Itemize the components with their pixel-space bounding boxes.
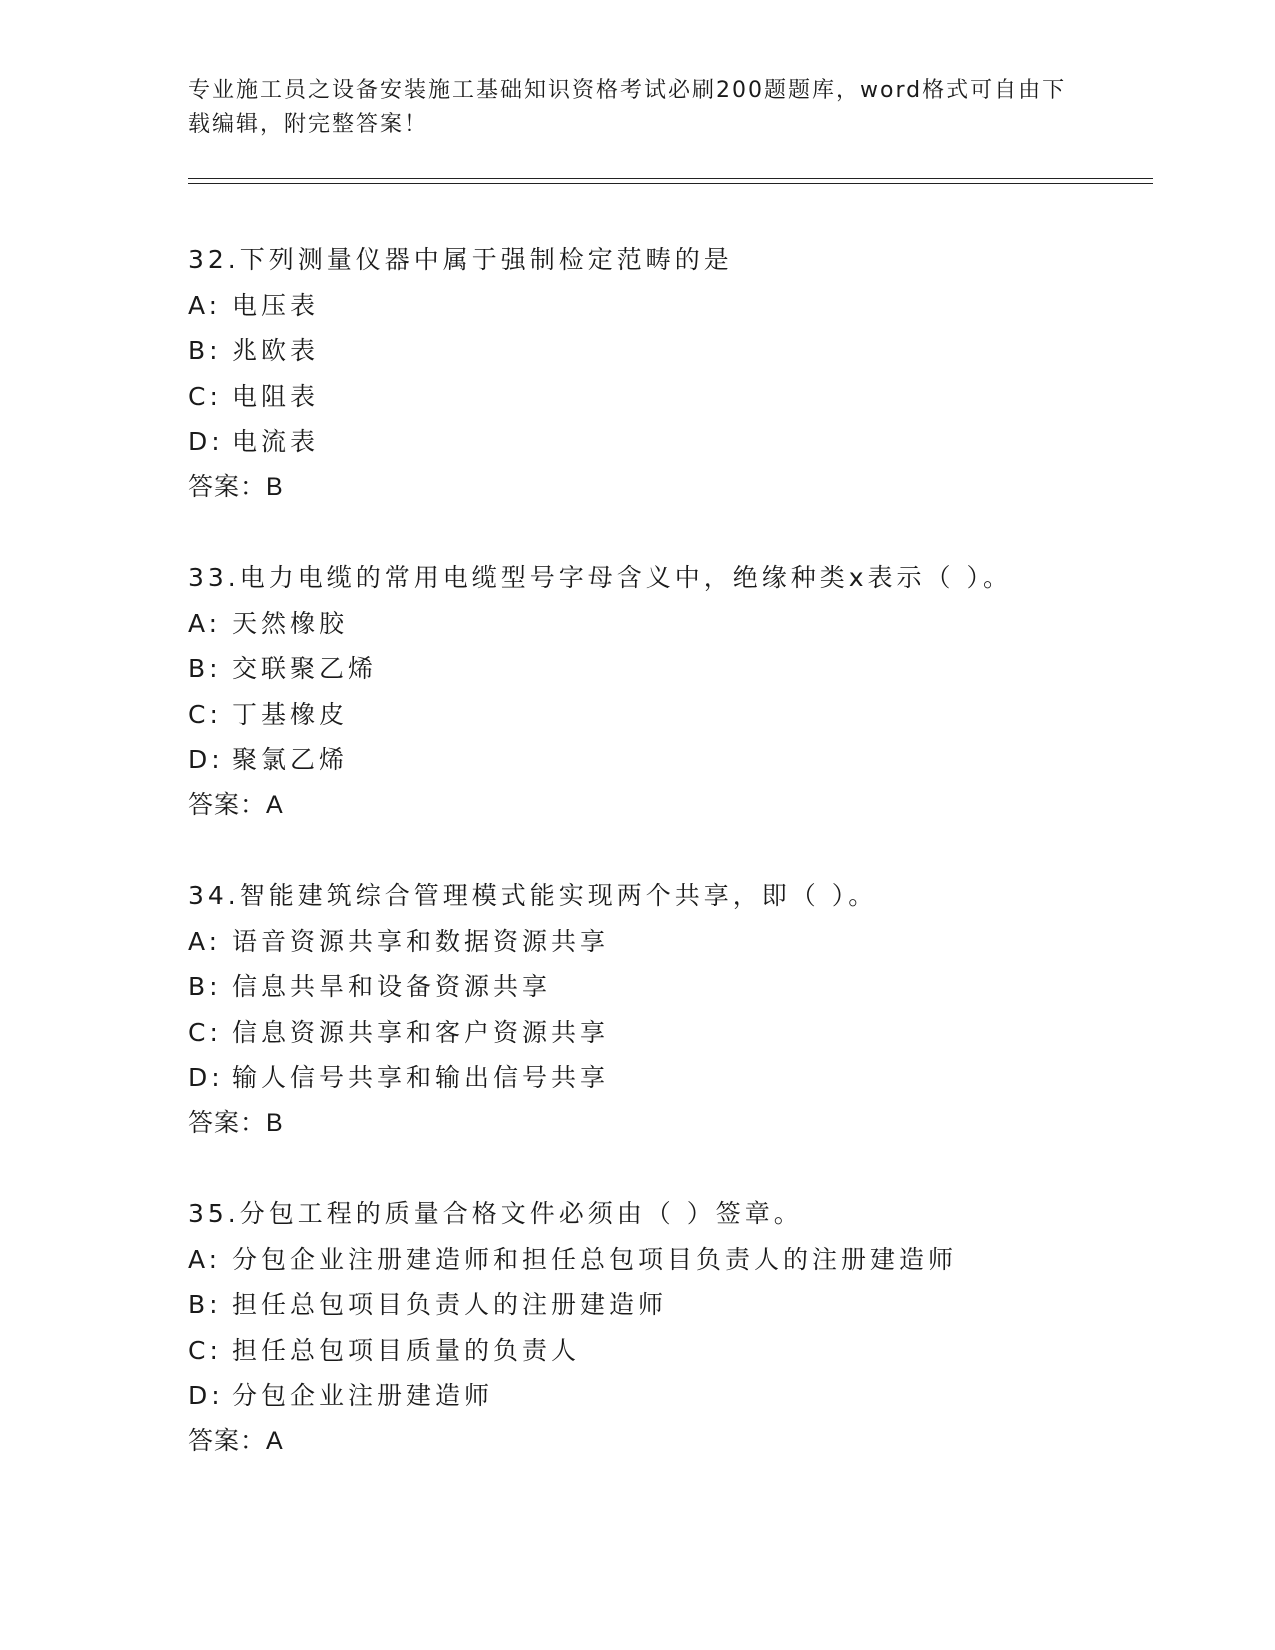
- option-text: 担任总包项目质量的负责人: [232, 1335, 581, 1365]
- option-letter: D:: [188, 427, 224, 456]
- header-divider-top: [188, 178, 1153, 179]
- option-text: 分包企业注册建造师和担任总包项目负责人的注册建造师: [232, 1244, 958, 1274]
- option-text: 分包企业注册建造师: [232, 1381, 494, 1410]
- option-text: 交联聚乙烯: [232, 654, 378, 683]
- option-b: [188, 1282, 1188, 1328]
- option-c: [188, 1328, 1188, 1374]
- option-text: 语音资源共享和数据资源共享: [232, 926, 610, 956]
- option-letter: C:: [188, 1335, 222, 1365]
- option-text: 天然橡胶: [232, 608, 349, 638]
- option-letter: B:: [188, 654, 222, 683]
- option-letter: C:: [188, 381, 222, 411]
- option-b: [188, 964, 1188, 1010]
- option-c: [188, 692, 1188, 738]
- answer-line: 答案：A: [188, 1426, 284, 1455]
- option-d: [188, 1373, 1188, 1419]
- option-d: [188, 737, 1188, 783]
- option-a: [188, 1237, 1188, 1283]
- option-a: [188, 601, 1188, 647]
- question-34: [188, 873, 1188, 1146]
- option-letter: D:: [188, 745, 224, 774]
- question-list: [188, 237, 1188, 1509]
- option-a: [188, 283, 1188, 329]
- answer-line: 答案：B: [188, 1108, 284, 1137]
- question-stem: 33.电力电缆的常用电缆型号字母含义中，绝缘种类x表示（ ）。: [188, 563, 1013, 592]
- option-text: 电压表: [232, 290, 320, 320]
- question-stem: 34.智能建筑综合管理模式能实现两个共享，即（ ）。: [188, 881, 878, 910]
- option-letter: A:: [188, 608, 222, 638]
- question-32: [188, 237, 1188, 510]
- option-a: [188, 919, 1188, 965]
- option-c: [188, 374, 1188, 420]
- question-stem: 32.下列测量仪器中属于强制检定范畴的是: [188, 245, 733, 274]
- option-letter: C:: [188, 699, 222, 729]
- option-letter: B:: [188, 336, 222, 365]
- answer-line: 答案：B: [188, 472, 284, 501]
- option-text: 信息资源共享和客户资源共享: [232, 1017, 610, 1047]
- option-letter: B:: [188, 1290, 222, 1319]
- option-d: [188, 419, 1188, 465]
- option-letter: C:: [188, 1017, 222, 1047]
- option-b: [188, 328, 1188, 374]
- document-header: [188, 74, 1068, 142]
- header-divider-bottom: [188, 183, 1153, 184]
- option-letter: D:: [188, 1063, 224, 1092]
- option-text: 丁基橡皮: [232, 699, 349, 729]
- option-text: 电阻表: [232, 381, 320, 411]
- option-text: 兆欧表: [232, 336, 320, 365]
- option-c: [188, 1010, 1188, 1056]
- option-text: 电流表: [232, 427, 320, 456]
- option-text: 担任总包项目负责人的注册建造师: [232, 1290, 668, 1319]
- question-33: [188, 555, 1188, 828]
- question-35: [188, 1191, 1188, 1464]
- option-letter: D:: [188, 1381, 224, 1410]
- option-letter: B:: [188, 972, 222, 1001]
- option-d: [188, 1055, 1188, 1101]
- question-stem: 35.分包工程的质量合格文件必须由（ ）签章。: [188, 1199, 803, 1228]
- option-letter: A:: [188, 1244, 222, 1274]
- option-text: 聚氯乙烯: [232, 745, 349, 774]
- option-text: 输人信号共享和输出信号共享: [232, 1063, 610, 1092]
- option-letter: A:: [188, 926, 222, 956]
- option-text: 信息共旱和设备资源共享: [232, 972, 552, 1001]
- option-letter: A:: [188, 290, 222, 320]
- header-intro-text: 专业施工员之设备安装施工基础知识资格考试必刷200题题库，word格式可自由下载编辑，附完整答案！: [188, 78, 1067, 137]
- option-b: [188, 646, 1188, 692]
- answer-line: 答案：A: [188, 790, 284, 819]
